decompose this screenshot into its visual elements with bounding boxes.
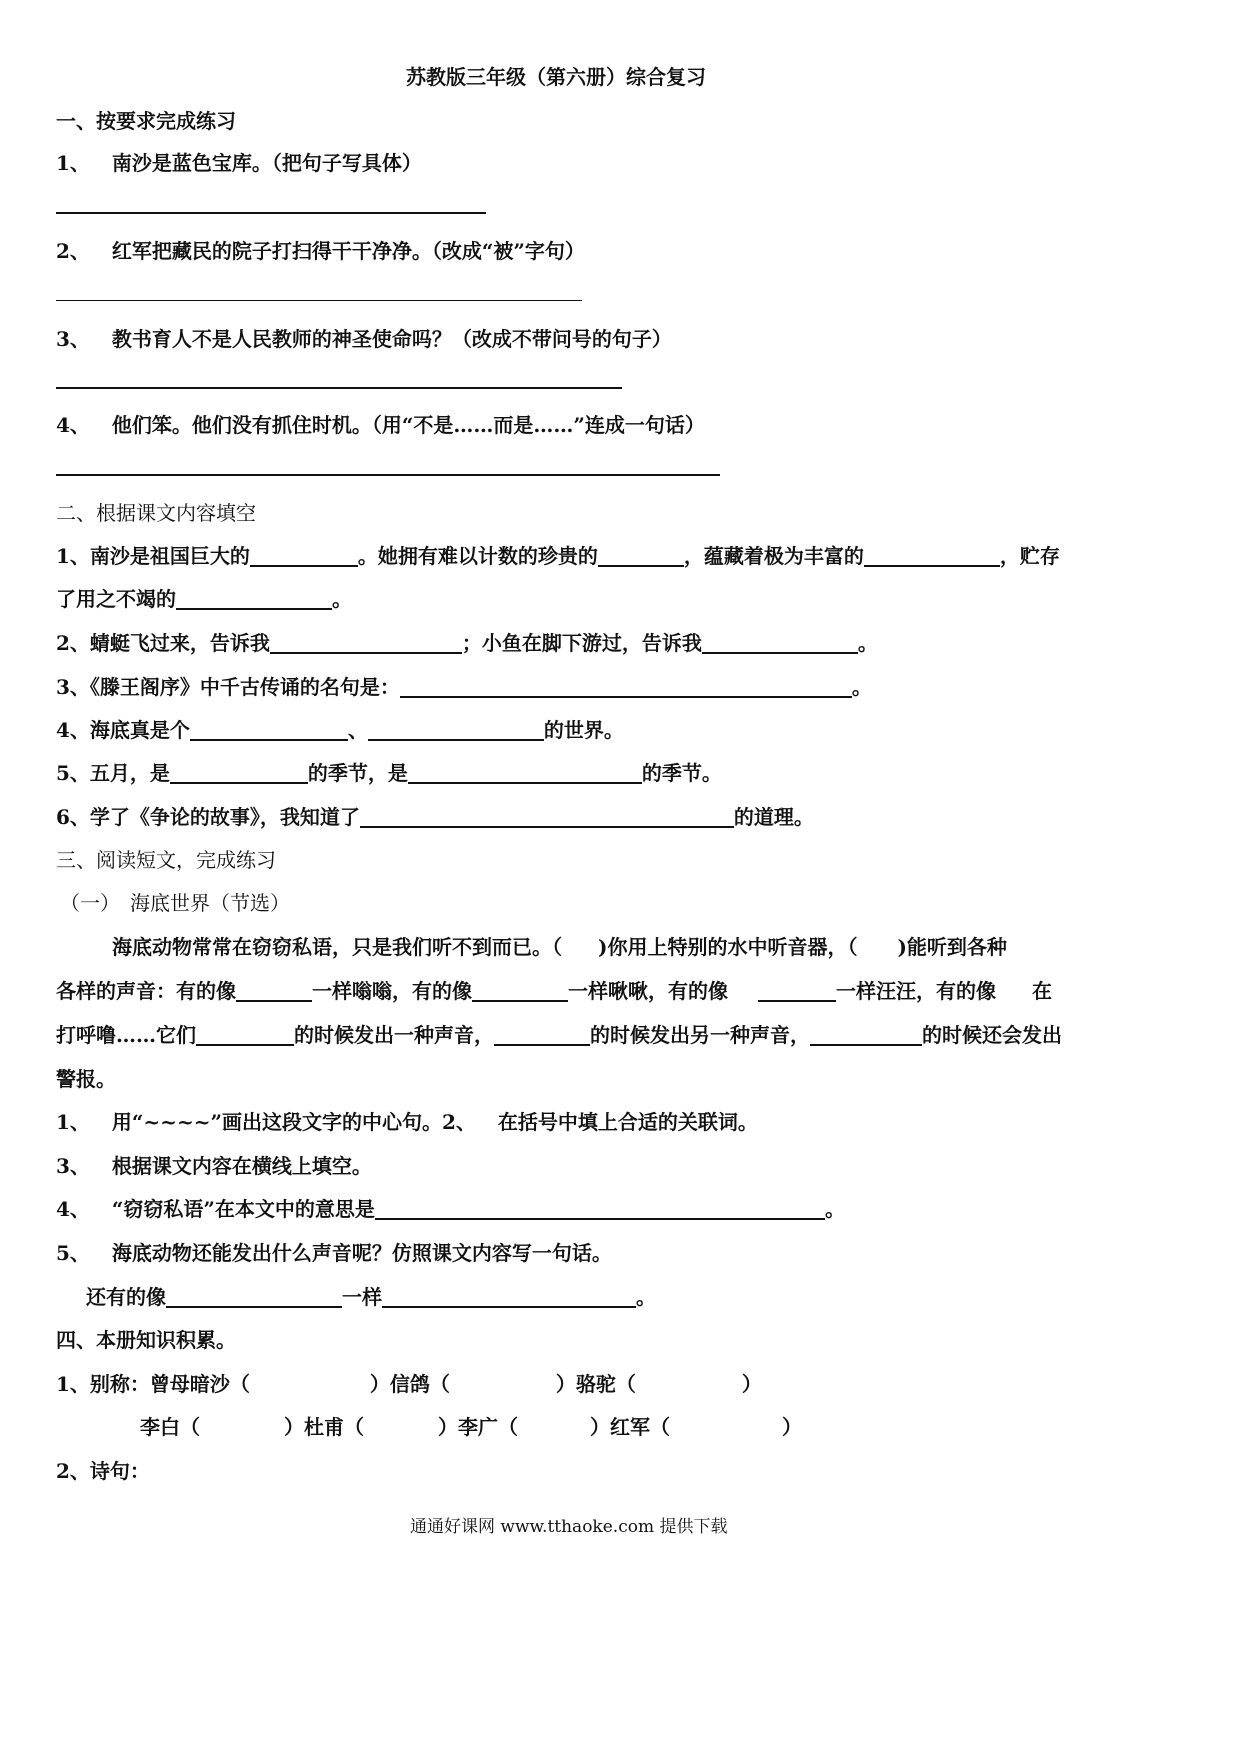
text: ，蕴藏着极为丰富的 [683,544,864,568]
s2-question-6 [56,804,814,830]
s2-question-5 [56,760,722,786]
text: 打呼噜……它们 [56,1023,196,1047]
text: 用“~~~~”画出这段文字的中心句。2、 [111,1110,476,1134]
passage-line-1 [112,934,1007,960]
blank[interactable] [196,1024,294,1046]
section-1-heading: 一、按要求完成练习 [56,109,236,133]
answer-line[interactable] [56,300,582,301]
text: )你用上特别的水中听音器，（ [598,935,858,959]
text: 。 [824,1197,845,1221]
s3-question-1-2 [56,1109,758,1135]
answer-line[interactable] [56,474,720,476]
s3-question-5-answer [86,1284,656,1310]
blank[interactable] [368,719,544,741]
blank[interactable] [702,632,858,654]
text: 1、南沙是祖国巨大的 [56,544,250,568]
text: 6、学了《争论的故事》，我知道了 [56,805,360,829]
passage-line-2 [56,978,1052,1004]
text: ）杜甫（ [284,1415,364,1439]
text: 。 [857,631,878,655]
blank[interactable] [598,545,684,567]
s1-question-1 [56,150,422,176]
text: 1、别称：曾母暗沙（ [56,1372,250,1396]
text: 了用之不竭的 [56,587,176,611]
text: 李白（ [140,1415,200,1439]
text: 还有的像 [86,1285,166,1309]
blank[interactable] [190,719,348,741]
s2-question-3 [56,674,872,700]
text: 的时候还会发出 [922,1023,1062,1047]
text: 、 [347,718,368,742]
blank[interactable] [810,1024,922,1046]
question-number: 1、 [56,1110,90,1134]
question-number: 3、 [56,327,90,351]
question-number: 4、 [56,413,90,437]
text: 一样啾啾，有的像 [568,979,728,1003]
blank[interactable] [166,1286,342,1308]
s3-question-3 [56,1153,372,1179]
text: 在括号中填上合适的关联词。 [497,1110,758,1134]
text: 4、海底真是个 [56,718,190,742]
passage-line-4: 警报。 [56,1067,116,1091]
blank[interactable] [408,762,642,784]
text: 一样汪汪，有的像 [836,979,996,1003]
text: 。 [636,1285,656,1309]
passage-title: （一） 海底世界（节选） [60,891,290,915]
blank[interactable] [400,676,852,698]
question-number: 1、 [56,151,90,175]
passage-line-3 [56,1022,1062,1048]
text: 的季节。 [641,761,722,785]
text: 各样的声音：有的像 [56,979,236,1003]
text: 海底动物常常在窃窃私语，只是我们听不到而已。（ [112,935,562,959]
s1-question-3 [56,326,672,352]
text: )能听到各种 [897,935,1007,959]
blank[interactable] [494,1024,590,1046]
s3-question-4 [56,1196,845,1222]
text: 。 [332,587,352,611]
blank[interactable] [270,632,462,654]
text: 2、蜻蜓飞过来，告诉我 [56,631,270,655]
text: 的季节，是 [307,761,408,785]
s3-question-5 [56,1240,612,1266]
text: 一样嗡嗡，有的像 [312,979,472,1003]
section-4-heading: 四、本册知识积累。 [56,1328,236,1352]
s2-question-1-cont [56,586,352,612]
text: 海底动物还能发出什么声音呢？仿照课文内容写一句话。 [111,1241,612,1265]
blank[interactable] [236,980,312,1002]
blank[interactable] [170,762,308,784]
blank[interactable] [472,980,568,1002]
blank[interactable] [176,588,332,610]
text: “窃窃私语”在本文中的意思是 [111,1197,375,1221]
section-3-heading: 三、阅读短文，完成练习 [56,848,276,872]
question-number: 5、 [56,1241,90,1265]
s4-question-1-cont [140,1414,802,1440]
s4-question-2: 2、诗句： [56,1459,150,1483]
blank[interactable] [375,1198,825,1220]
text: ）李广（ [438,1415,518,1439]
answer-line[interactable] [56,387,622,389]
s2-question-4 [56,717,624,743]
text: 在 [1032,979,1052,1003]
answer-line[interactable] [56,212,486,214]
blank[interactable] [864,545,1000,567]
text: 5、五月，是 [56,761,170,785]
text: 3、《滕王阁序》中千古传诵的名句是： [56,675,400,699]
text: ）红军（ [590,1415,670,1439]
question-number: 2、 [56,239,90,263]
text: 。 [851,675,872,699]
question-text: 他们笨。他们没有抓住时机。（用“不是……而是……”连成一句话） [111,413,705,437]
text: 。她拥有难以计数的珍贵的 [357,544,598,568]
text: 的时候发出另一种声音， [590,1023,810,1047]
text: 的世界。 [543,718,624,742]
text: 根据课文内容在横线上填空。 [111,1154,372,1178]
text: 的道理。 [733,805,814,829]
blank[interactable] [250,545,358,567]
s2-question-2 [56,630,878,656]
text: ）骆驼（ [555,1372,636,1396]
text: ，贮存 [999,544,1060,568]
s1-question-2 [56,238,585,264]
page-title: 苏教版三年级（第六册）综合复习 [406,65,706,89]
page-footer: 通通好课网 www.tthaoke.com 提供下载 [410,1517,728,1537]
s1-question-4 [56,412,705,438]
text: ） [782,1415,802,1439]
section-2-heading: 二、根据课文内容填空 [56,501,256,525]
question-text: 教书育人不是人民教师的神圣使命吗？（改成不带问号的句子） [111,327,672,351]
question-text: 南沙是蓝色宝库。（把句子写具体） [111,151,422,175]
question-number: 4、 [56,1197,90,1221]
s2-question-1 [56,543,1060,569]
question-number: 3、 [56,1154,90,1178]
blank[interactable] [382,1286,636,1308]
text: 的时候发出一种声音， [294,1023,494,1047]
text: ；小鱼在脚下游过，告诉我 [461,631,702,655]
s4-question-1 [56,1371,762,1397]
blank[interactable] [758,980,836,1002]
text: 一样 [342,1285,382,1309]
text: ）信鸽（ [369,1372,450,1396]
text: ） [741,1372,762,1396]
blank[interactable] [360,806,734,828]
question-text: 红军把藏民的院子打扫得干干净净。（改成“被”字句） [111,239,585,263]
